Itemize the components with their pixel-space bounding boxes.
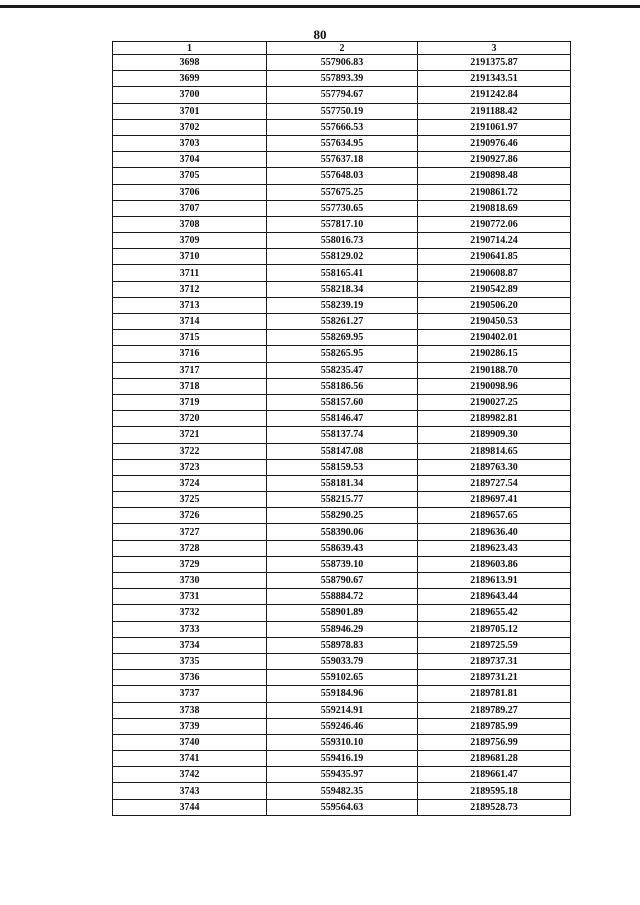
y-coordinate-cell: 2189528.73 bbox=[418, 799, 571, 815]
table-row bbox=[113, 362, 571, 378]
coordinates-table bbox=[112, 41, 571, 816]
point-number-cell: 3723 bbox=[113, 459, 267, 475]
table-row bbox=[113, 330, 571, 346]
x-coordinate-cell: 557648.03 bbox=[267, 168, 418, 184]
y-coordinate-cell: 2190286.15 bbox=[418, 346, 571, 362]
y-coordinate-cell: 2189731.21 bbox=[418, 670, 571, 686]
table-row bbox=[113, 686, 571, 702]
x-coordinate-cell: 557794.67 bbox=[267, 87, 418, 103]
table-row bbox=[113, 394, 571, 410]
table-body bbox=[113, 55, 571, 816]
x-coordinate-cell: 558016.73 bbox=[267, 233, 418, 249]
y-coordinate-cell: 2189643.44 bbox=[418, 589, 571, 605]
table-row bbox=[113, 216, 571, 232]
x-coordinate-cell: 558186.56 bbox=[267, 378, 418, 394]
point-number-cell: 3736 bbox=[113, 670, 267, 686]
x-coordinate-cell: 558215.77 bbox=[267, 492, 418, 508]
point-number-cell: 3741 bbox=[113, 751, 267, 767]
x-coordinate-cell: 558790.67 bbox=[267, 573, 418, 589]
x-coordinate-cell: 558901.89 bbox=[267, 605, 418, 621]
table-row bbox=[113, 119, 571, 135]
x-coordinate-cell: 559310.10 bbox=[267, 734, 418, 750]
y-coordinate-cell: 2190641.85 bbox=[418, 249, 571, 265]
point-number-cell: 3738 bbox=[113, 702, 267, 718]
y-coordinate-cell: 2189789.27 bbox=[418, 702, 571, 718]
table-row bbox=[113, 411, 571, 427]
y-coordinate-cell: 2189725.59 bbox=[418, 637, 571, 653]
x-coordinate-cell: 559564.63 bbox=[267, 799, 418, 815]
table-row bbox=[113, 135, 571, 151]
point-number-cell: 3718 bbox=[113, 378, 267, 394]
point-number-cell: 3726 bbox=[113, 508, 267, 524]
x-coordinate-cell: 559416.19 bbox=[267, 751, 418, 767]
point-number-cell: 3737 bbox=[113, 686, 267, 702]
table-row bbox=[113, 443, 571, 459]
x-coordinate-cell: 557730.65 bbox=[267, 200, 418, 216]
table-row bbox=[113, 427, 571, 443]
x-coordinate-cell: 557906.83 bbox=[267, 55, 418, 71]
table-row bbox=[113, 233, 571, 249]
y-coordinate-cell: 2190542.89 bbox=[418, 281, 571, 297]
column-header-2: 2 bbox=[267, 42, 418, 55]
column-header-1: 1 bbox=[113, 42, 267, 55]
point-number-cell: 3727 bbox=[113, 524, 267, 540]
x-coordinate-cell: 558137.74 bbox=[267, 427, 418, 443]
y-coordinate-cell: 2189681.28 bbox=[418, 751, 571, 767]
point-number-cell: 3709 bbox=[113, 233, 267, 249]
page-number: 80 bbox=[313, 27, 327, 42]
x-coordinate-cell: 558239.19 bbox=[267, 297, 418, 313]
table-row bbox=[113, 55, 571, 71]
y-coordinate-cell: 2189697.41 bbox=[418, 492, 571, 508]
point-number-cell: 3724 bbox=[113, 475, 267, 491]
y-coordinate-cell: 2190861.72 bbox=[418, 184, 571, 200]
y-coordinate-cell: 2189657.65 bbox=[418, 508, 571, 524]
y-coordinate-cell: 2189909.30 bbox=[418, 427, 571, 443]
y-coordinate-cell: 2189655.42 bbox=[418, 605, 571, 621]
y-coordinate-cell: 2190608.87 bbox=[418, 265, 571, 281]
point-number-cell: 3710 bbox=[113, 249, 267, 265]
x-coordinate-cell: 558129.02 bbox=[267, 249, 418, 265]
y-coordinate-cell: 2189781.81 bbox=[418, 686, 571, 702]
table-row bbox=[113, 492, 571, 508]
header-row bbox=[113, 42, 571, 55]
point-number-cell: 3712 bbox=[113, 281, 267, 297]
y-coordinate-cell: 2189727.54 bbox=[418, 475, 571, 491]
table-row bbox=[113, 573, 571, 589]
y-coordinate-cell: 2190027.25 bbox=[418, 394, 571, 410]
table-row bbox=[113, 459, 571, 475]
table-row bbox=[113, 702, 571, 718]
x-coordinate-cell: 558390.06 bbox=[267, 524, 418, 540]
table-row bbox=[113, 71, 571, 87]
y-coordinate-cell: 2190714.24 bbox=[418, 233, 571, 249]
x-coordinate-cell: 558147.08 bbox=[267, 443, 418, 459]
y-coordinate-cell: 2190772.06 bbox=[418, 216, 571, 232]
y-coordinate-cell: 2189595.18 bbox=[418, 783, 571, 799]
y-coordinate-cell: 2189613.91 bbox=[418, 573, 571, 589]
table-row bbox=[113, 152, 571, 168]
table-row bbox=[113, 249, 571, 265]
table-row bbox=[113, 378, 571, 394]
x-coordinate-cell: 558884.72 bbox=[267, 589, 418, 605]
point-number-cell: 3743 bbox=[113, 783, 267, 799]
table-row bbox=[113, 751, 571, 767]
x-coordinate-cell: 557637.18 bbox=[267, 152, 418, 168]
point-number-cell: 3739 bbox=[113, 718, 267, 734]
x-coordinate-cell: 558265.95 bbox=[267, 346, 418, 362]
x-coordinate-cell: 559102.65 bbox=[267, 670, 418, 686]
y-coordinate-cell: 2190188.70 bbox=[418, 362, 571, 378]
point-number-cell: 3700 bbox=[113, 87, 267, 103]
table-row bbox=[113, 87, 571, 103]
table-row bbox=[113, 297, 571, 313]
table-row bbox=[113, 556, 571, 572]
x-coordinate-cell: 559033.79 bbox=[267, 653, 418, 669]
point-number-cell: 3742 bbox=[113, 767, 267, 783]
y-coordinate-cell: 2191375.87 bbox=[418, 55, 571, 71]
point-number-cell: 3714 bbox=[113, 314, 267, 330]
point-number-cell: 3715 bbox=[113, 330, 267, 346]
table-row bbox=[113, 734, 571, 750]
x-coordinate-cell: 558159.53 bbox=[267, 459, 418, 475]
point-number-cell: 3711 bbox=[113, 265, 267, 281]
point-number-cell: 3708 bbox=[113, 216, 267, 232]
table-row bbox=[113, 718, 571, 734]
y-coordinate-cell: 2190450.53 bbox=[418, 314, 571, 330]
point-number-cell: 3719 bbox=[113, 394, 267, 410]
y-coordinate-cell: 2190506.20 bbox=[418, 297, 571, 313]
point-number-cell: 3725 bbox=[113, 492, 267, 508]
point-number-cell: 3744 bbox=[113, 799, 267, 815]
x-coordinate-cell: 557666.53 bbox=[267, 119, 418, 135]
table-row bbox=[113, 184, 571, 200]
point-number-cell: 3704 bbox=[113, 152, 267, 168]
x-coordinate-cell: 559435.97 bbox=[267, 767, 418, 783]
y-coordinate-cell: 2189814.65 bbox=[418, 443, 571, 459]
x-coordinate-cell: 558290.25 bbox=[267, 508, 418, 524]
point-number-cell: 3703 bbox=[113, 135, 267, 151]
x-coordinate-cell: 558739.10 bbox=[267, 556, 418, 572]
table-row bbox=[113, 508, 571, 524]
y-coordinate-cell: 2189982.81 bbox=[418, 411, 571, 427]
x-coordinate-cell: 557750.19 bbox=[267, 103, 418, 119]
point-number-cell: 3735 bbox=[113, 653, 267, 669]
table-row bbox=[113, 314, 571, 330]
table-row bbox=[113, 524, 571, 540]
x-coordinate-cell: 558146.47 bbox=[267, 411, 418, 427]
y-coordinate-cell: 2189705.12 bbox=[418, 621, 571, 637]
point-number-cell: 3716 bbox=[113, 346, 267, 362]
point-number-cell: 3707 bbox=[113, 200, 267, 216]
point-number-cell: 3729 bbox=[113, 556, 267, 572]
table-row bbox=[113, 637, 571, 653]
table-row bbox=[113, 589, 571, 605]
table-row bbox=[113, 346, 571, 362]
point-number-cell: 3731 bbox=[113, 589, 267, 605]
point-number-cell: 3740 bbox=[113, 734, 267, 750]
y-coordinate-cell: 2189763.30 bbox=[418, 459, 571, 475]
x-coordinate-cell: 559184.96 bbox=[267, 686, 418, 702]
column-header-3: 3 bbox=[418, 42, 571, 55]
y-coordinate-cell: 2190818.69 bbox=[418, 200, 571, 216]
y-coordinate-cell: 2189661.47 bbox=[418, 767, 571, 783]
x-coordinate-cell: 558946.29 bbox=[267, 621, 418, 637]
point-number-cell: 3705 bbox=[113, 168, 267, 184]
point-number-cell: 3733 bbox=[113, 621, 267, 637]
point-number-cell: 3702 bbox=[113, 119, 267, 135]
table-row bbox=[113, 540, 571, 556]
x-coordinate-cell: 557893.39 bbox=[267, 71, 418, 87]
x-coordinate-cell: 558218.34 bbox=[267, 281, 418, 297]
point-number-cell: 3717 bbox=[113, 362, 267, 378]
y-coordinate-cell: 2190976.46 bbox=[418, 135, 571, 151]
y-coordinate-cell: 2189737.31 bbox=[418, 653, 571, 669]
point-number-cell: 3728 bbox=[113, 540, 267, 556]
table-row bbox=[113, 103, 571, 119]
x-coordinate-cell: 557675.25 bbox=[267, 184, 418, 200]
point-number-cell: 3706 bbox=[113, 184, 267, 200]
y-coordinate-cell: 2190927.86 bbox=[418, 152, 571, 168]
table-row bbox=[113, 621, 571, 637]
x-coordinate-cell: 558157.60 bbox=[267, 394, 418, 410]
table-row bbox=[113, 281, 571, 297]
table-row bbox=[113, 475, 571, 491]
table-row bbox=[113, 200, 571, 216]
y-coordinate-cell: 2190898.48 bbox=[418, 168, 571, 184]
x-coordinate-cell: 558639.43 bbox=[267, 540, 418, 556]
x-coordinate-cell: 559214.91 bbox=[267, 702, 418, 718]
point-number-cell: 3732 bbox=[113, 605, 267, 621]
table-row bbox=[113, 670, 571, 686]
table-header bbox=[113, 42, 571, 55]
y-coordinate-cell: 2189623.43 bbox=[418, 540, 571, 556]
point-number-cell: 3722 bbox=[113, 443, 267, 459]
point-number-cell: 3698 bbox=[113, 55, 267, 71]
point-number-cell: 3713 bbox=[113, 297, 267, 313]
x-coordinate-cell: 558269.95 bbox=[267, 330, 418, 346]
x-coordinate-cell: 558181.34 bbox=[267, 475, 418, 491]
table-row bbox=[113, 767, 571, 783]
y-coordinate-cell: 2190402.01 bbox=[418, 330, 571, 346]
table-row bbox=[113, 168, 571, 184]
y-coordinate-cell: 2191343.51 bbox=[418, 71, 571, 87]
x-coordinate-cell: 558261.27 bbox=[267, 314, 418, 330]
y-coordinate-cell: 2189603.86 bbox=[418, 556, 571, 572]
table-row bbox=[113, 653, 571, 669]
table-row bbox=[113, 799, 571, 815]
x-coordinate-cell: 559246.46 bbox=[267, 718, 418, 734]
top-rule bbox=[0, 5, 640, 8]
table-row bbox=[113, 265, 571, 281]
point-number-cell: 3701 bbox=[113, 103, 267, 119]
point-number-cell: 3734 bbox=[113, 637, 267, 653]
table-row bbox=[113, 783, 571, 799]
table-row bbox=[113, 605, 571, 621]
x-coordinate-cell: 558978.83 bbox=[267, 637, 418, 653]
point-number-cell: 3730 bbox=[113, 573, 267, 589]
y-coordinate-cell: 2189785.99 bbox=[418, 718, 571, 734]
y-coordinate-cell: 2191061.97 bbox=[418, 119, 571, 135]
point-number-cell: 3699 bbox=[113, 71, 267, 87]
x-coordinate-cell: 558165.41 bbox=[267, 265, 418, 281]
y-coordinate-cell: 2189756.99 bbox=[418, 734, 571, 750]
y-coordinate-cell: 2189636.40 bbox=[418, 524, 571, 540]
x-coordinate-cell: 559482.35 bbox=[267, 783, 418, 799]
x-coordinate-cell: 557634.95 bbox=[267, 135, 418, 151]
x-coordinate-cell: 558235.47 bbox=[267, 362, 418, 378]
y-coordinate-cell: 2191242.84 bbox=[418, 87, 571, 103]
y-coordinate-cell: 2190098.96 bbox=[418, 378, 571, 394]
y-coordinate-cell: 2191188.42 bbox=[418, 103, 571, 119]
x-coordinate-cell: 557817.10 bbox=[267, 216, 418, 232]
point-number-cell: 3720 bbox=[113, 411, 267, 427]
point-number-cell: 3721 bbox=[113, 427, 267, 443]
